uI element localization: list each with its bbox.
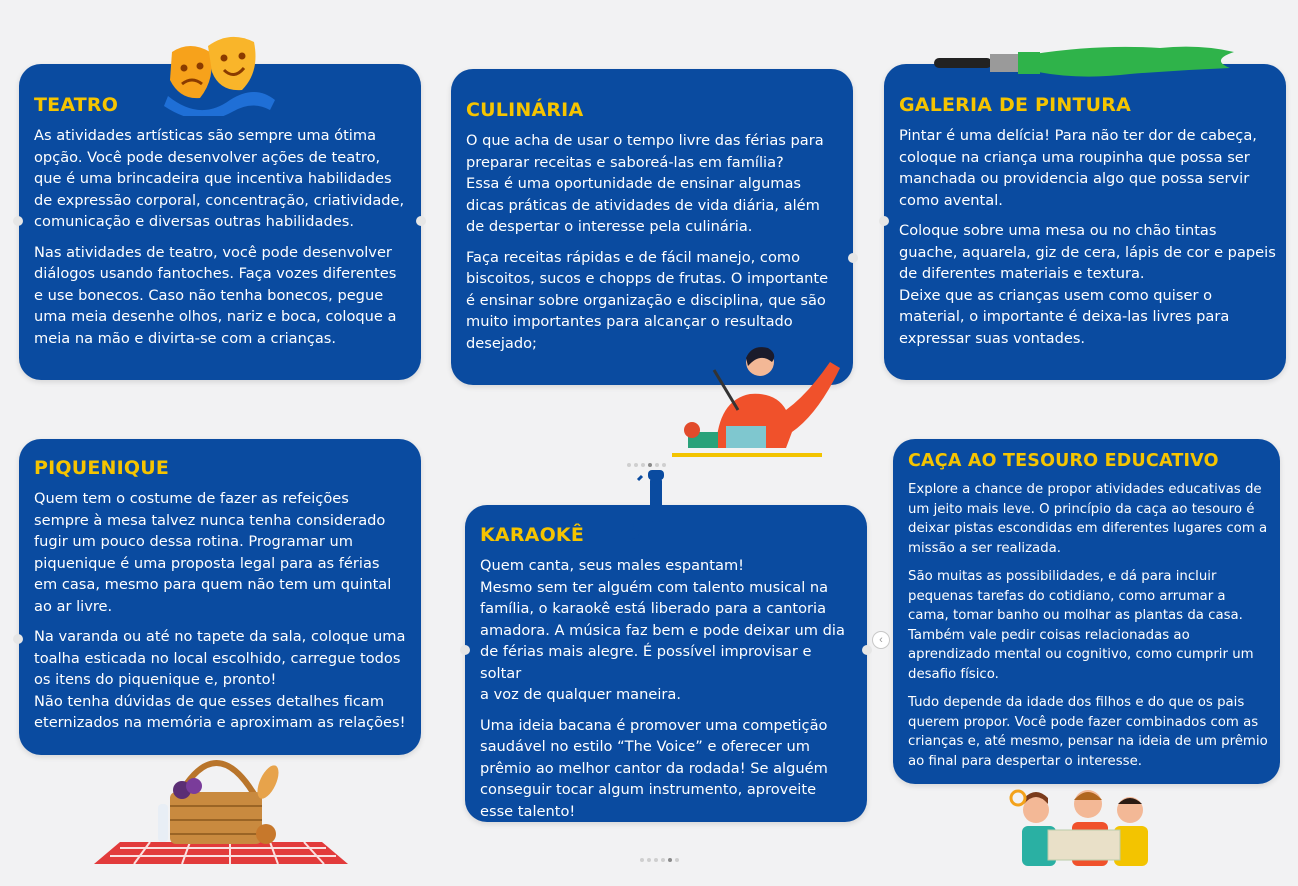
card-paragraph: Quem canta, seus males espantam! Mesmo sem ter alguém com talento musical na família, o karaokê está liberado para a cantoria amadora. A música faz bem e pode deixar um dia de férias mais alegre. É possível improvisar e soltar a voz de qualquer maneira. xyxy=(480,557,845,703)
treasure-kids-icon xyxy=(1008,780,1164,866)
carousel-dot[interactable] xyxy=(640,858,644,862)
carousel-dot[interactable] xyxy=(655,463,659,467)
carousel-dot[interactable] xyxy=(641,463,645,467)
card-edge-dot xyxy=(13,634,23,644)
carousel-prev-button[interactable]: ‹ xyxy=(872,631,890,649)
card-title: GALERIA DE PINTURA xyxy=(899,94,1131,116)
card-paragraph: Quem tem o costume de fazer as refeições sempre à mesa talvez nunca tenha considerado fugir um pouco dessa rotina. Programar um piquenique é uma proposta legal para as férias em casa, mesmo para quem não tem um quintal ao ar livre. xyxy=(34,490,392,615)
picnic-basket-icon xyxy=(90,742,352,868)
card-paragraph: Na varanda ou até no tapete da sala, coloque uma toalha esticada no local escolhido, carregue todos os itens do piquenique e, pronto! Não tenha dúvidas de que esses detalhes ficam eternizados na memória e aproximam as relações! xyxy=(34,628,406,731)
microphone-icon xyxy=(630,460,674,540)
card-title: KARAOKÊ xyxy=(480,524,585,546)
carousel-indicator-bottom xyxy=(640,858,679,862)
carousel-indicator-top xyxy=(627,463,666,467)
card-paragraph: Nas atividades de teatro, você pode desenvolver diálogos usando fantoches. Faça vozes diferentes e use bonecos. Caso não tenha bonecos, pegue uma meia desenhe olhos, nariz e boca, coloque a meia na mão e divirta-se com a crianças. xyxy=(34,243,397,347)
card-title: CAÇA AO TESOURO EDUCATIVO xyxy=(908,451,1219,471)
card-edge-dot xyxy=(13,216,23,226)
carousel-dot[interactable] xyxy=(662,463,666,467)
card-title: TEATRO xyxy=(34,94,119,116)
carousel-dot[interactable] xyxy=(675,858,679,862)
card-karaoke xyxy=(465,505,867,822)
card-title: CULINÁRIA xyxy=(466,99,584,121)
card-paragraph: As atividades artísticas são sempre uma ótima opção. Você pode desenvolver ações de teatro, que é uma brincadeira que incentiva habilidades de expressão corporal, concentração, criatividade, comunicação e diversas outras habilidades. xyxy=(34,127,405,230)
carousel-dot[interactable] xyxy=(661,858,665,862)
card-edge-dot xyxy=(848,253,858,263)
carousel-dot[interactable] xyxy=(648,463,652,467)
card-edge-dot xyxy=(862,645,872,655)
card-edge-dot xyxy=(460,645,470,655)
paintbrush-icon xyxy=(930,38,1240,82)
carousel-dot[interactable] xyxy=(634,463,638,467)
card-paragraph: Pintar é uma delícia! Para não ter dor de cabeça, coloque na criança uma roupinha que possa ser manchada ou providencia algo que possa servir como avental. xyxy=(899,127,1257,209)
carousel-dot[interactable] xyxy=(627,463,631,467)
card-paragraph: São muitas as possibilidades, e dá para incluir pequenas tarefas do cotidiano, como arrumar a cama, tomar banho ou molhar as plantas da casa. Também vale pedir coisas relacionadas ao aprendizado mental ou cognitivo, como cumprir um desafio físico. xyxy=(908,569,1254,682)
carousel-dot[interactable] xyxy=(647,858,651,862)
card-paragraph: Coloque sobre uma mesa ou no chão tintas guache, aquarela, giz de cera, lápis de cor e papeis de diferentes materiais e textura. Deixe que as crianças usem como quiser o material, o importante é deixa-las livres para expressar suas vontades. xyxy=(899,222,1276,347)
card-paragraph: Tudo depende da idade dos filhos e do que os pais querem propor. Você pode fazer combinados com as crianças e, até mesmo, pensar na ideia de um prêmio ao final para despertar o interesse. xyxy=(908,695,1268,769)
card-title: PIQUENIQUE xyxy=(34,457,170,479)
card-galeria xyxy=(884,64,1286,380)
card-edge-dot xyxy=(879,216,889,226)
theater-masks-icon xyxy=(160,30,280,116)
card-paragraph: O que acha de usar o tempo livre das férias para preparar receitas e saboreá-las em família? Essa é uma oportunidade de ensinar algumas dicas práticas de atividades de vida diária, além de despertar o interesse pela culinária. xyxy=(466,132,824,235)
card-paragraph: Uma ideia bacana é promover uma competição saudável no estilo “The Voice” e oferecer um prêmio ao melhor cantor da rodada! Se alguém conseguir tocar algum instrumento, aproveite esse talento! xyxy=(480,716,828,820)
card-piquenique xyxy=(19,439,421,755)
card-paragraph: Faça receitas rápidas e de fácil manejo, como biscoitos, sucos e chopps de frutas. O importante é ensinar sobre organização e disciplina, que são muito importantes para alcançar o resultado desejado; xyxy=(466,248,829,352)
card-paragraph: Explore a chance de propor atividades educativas de um jeito mais leve. O princípio da caça ao tesouro é deixar pistas escondidas em diferentes lugares com a missão a ser realizada. xyxy=(908,482,1268,556)
card-edge-dot xyxy=(416,216,426,226)
card-culinaria xyxy=(451,69,853,385)
cook-woman-icon xyxy=(668,340,852,462)
carousel-dot[interactable] xyxy=(654,858,658,862)
carousel-dot[interactable] xyxy=(668,858,672,862)
card-tesouro xyxy=(893,439,1280,784)
